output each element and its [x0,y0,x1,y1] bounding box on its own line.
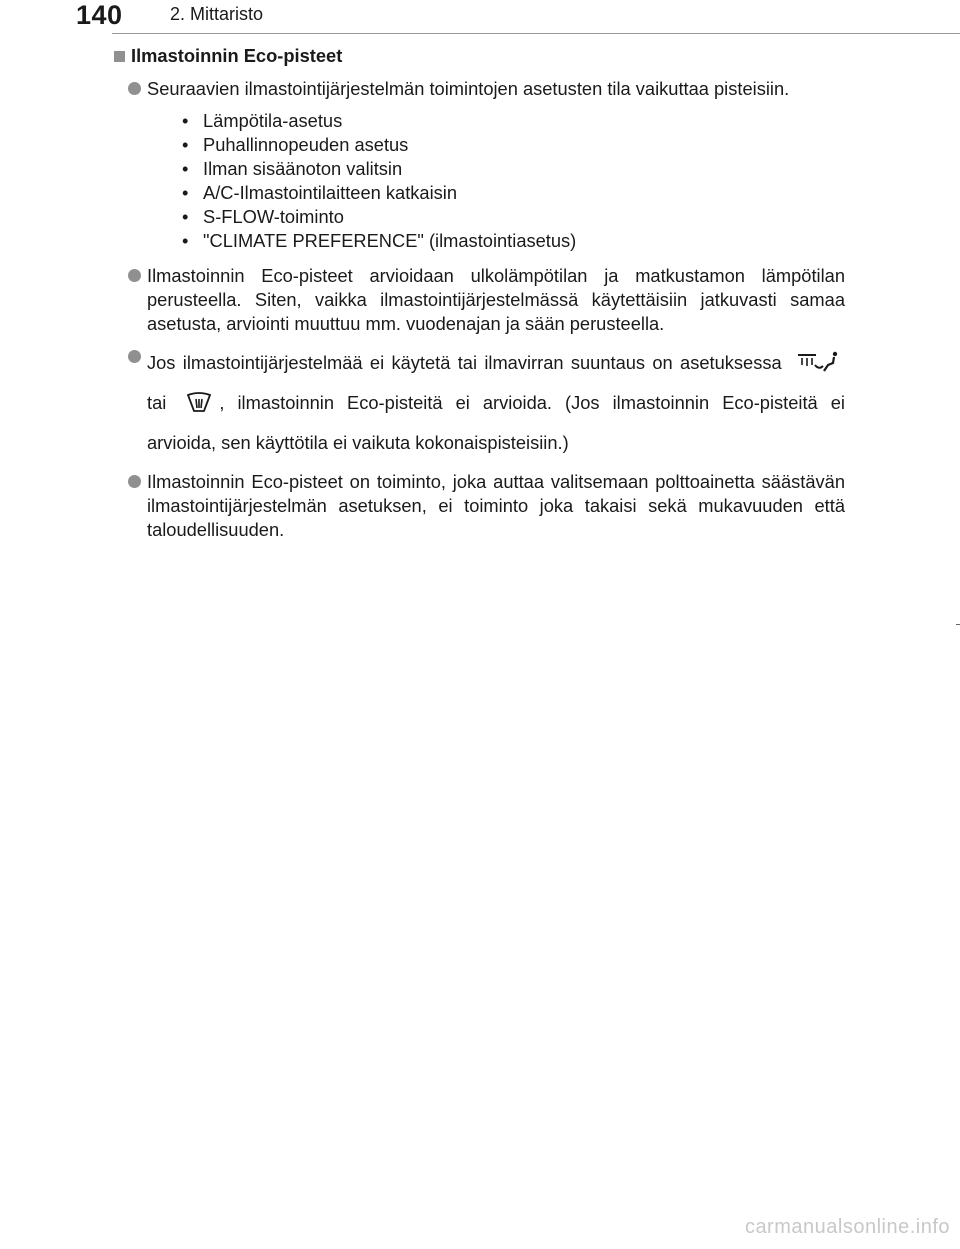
list-item-text: Ilman sisäänoton valitsin [203,158,403,179]
edge-mark [956,624,960,625]
page-content [112,42,845,542]
paragraph-purpose [112,470,845,542]
paragraph-text: Ilmastoinnin Eco-pisteet arvioidaan ulkolämpötilan ja matkustamon lämpötilan perusteella. Siten, vaikka ilmastointijärjestelmässä käytettäisiin jatkuvasti samaa asetusta, arviointi muuttuu mm. vuodenajan ja sään perusteella. [147,265,845,334]
header-divider [112,33,960,34]
round-bullet-icon [128,350,141,363]
paragraph-text [147,77,845,255]
windshield-defrost-icon [185,389,213,425]
list-bullet: • [182,206,189,227]
list-bullet: • [182,182,189,203]
round-bullet-icon [128,82,141,95]
list-bullet: • [182,134,189,155]
settings-list [147,109,845,253]
paragraph-airflow-exclusion [112,345,845,461]
list-item [182,229,845,253]
list-item-text: A/C-Ilmastointilaitteen katkaisin [203,182,458,203]
list-item [182,205,845,229]
page-number: 140 [76,0,123,30]
square-bullet-icon [114,51,125,62]
paragraph-text [147,345,845,461]
list-item [182,133,845,157]
windshield-and-feet-airflow-icon [795,349,839,385]
paragraph-text-content: Seuraavien ilmastointijärjestelmän toimintojen asetusten tila vaikuttaa pisteisiin. [147,78,790,99]
list-bullet: • [182,158,189,179]
section-heading [112,44,845,68]
paragraph-text: Ilmastoinnin Eco-pisteet on toiminto, joka auttaa valitsemaan polttoainetta säästävän ilmastointijärjestelmän asetuksen, ei toiminto joka takaisi sekä mukavuuden että taloudellisuuden. [147,471,845,540]
section-title: Ilmastoinnin Eco-pisteet [131,45,343,66]
list-bullet: • [182,110,189,131]
list-item [182,109,845,133]
round-bullet-icon [128,269,141,282]
paragraph-text-part1: Jos ilmastointijärjestelmää ei käytetä tai ilmavirran suuntaus on asetuksessa [147,352,782,373]
list-item-text: "CLIMATE PREFERENCE" (ilmastointiasetus) [203,230,577,251]
list-item [182,157,845,181]
list-item-text: Puhallinnopeuden asetus [203,134,409,155]
paragraph-evaluation-basis [112,264,845,336]
paragraph-settings-affect-points [112,77,845,255]
list-item-text: Lämpötila-asetus [203,110,343,131]
watermark: carmanualsonline.info [744,1216,950,1238]
paragraph-text-part2: tai [147,392,167,413]
paragraph-text-part3: , ilmastoinnin Eco-pisteitä ei arvioida. (Jos ilmastoinnin Eco-pisteitä ei arvioida, sen käyttötila ei vaikuta kokonaispisteisiin.) [147,392,845,453]
round-bullet-icon [128,475,141,488]
list-item-text: S-FLOW-toiminto [203,206,344,227]
list-item [182,181,845,205]
chapter-title: 2. Mittaristo [170,4,264,24]
list-bullet: • [182,230,189,251]
